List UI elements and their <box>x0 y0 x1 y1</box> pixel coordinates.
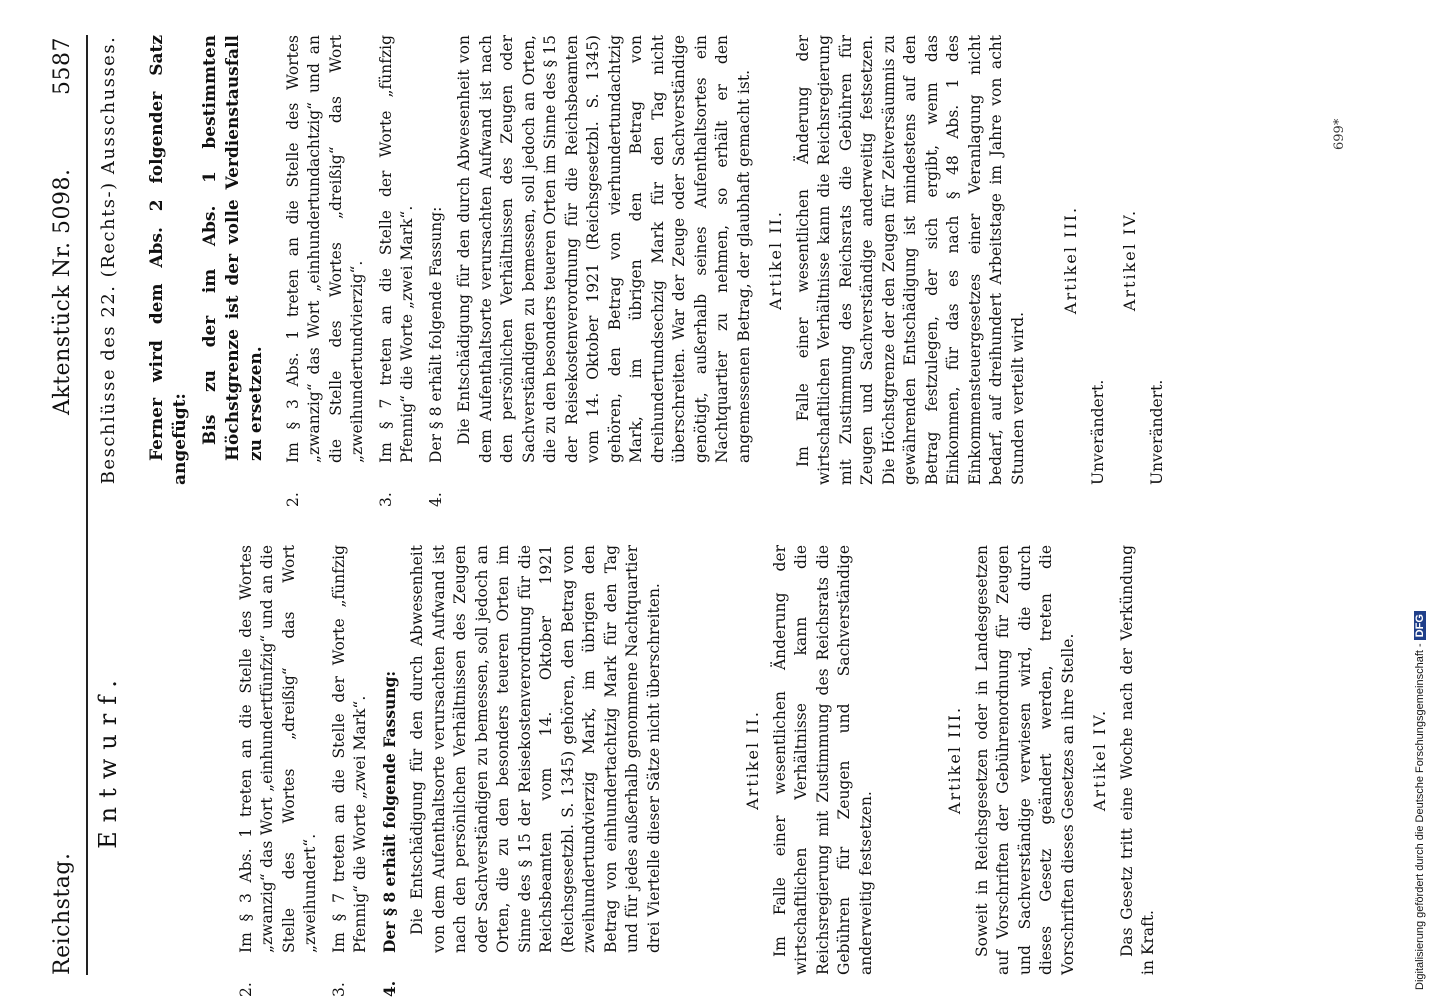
list-item: 3.Im § 7 treten an die Stelle der Worte „fünfzig Pfennig“ die Worte „zwei Mark“. <box>329 545 369 997</box>
right-column <box>98 35 1175 507</box>
article-heading: Artikel IV. <box>1120 208 1139 312</box>
list-item: 2.Im § 3 Abs. 1 treten an die Stelle des Wortes „zwanzig“ das Wort „einhundertundachtzig“ und an die Stelle des Wortes „dreißig“ das Wort „zweihundertundvierzig“. <box>283 35 366 507</box>
page-number: 5587 <box>50 37 75 95</box>
article-heading: Artikel III. <box>1061 205 1080 315</box>
paragraph-8: Die Entschädigung für den durch Abwesenheit von dem Aufenthaltsorte verursachten Aufwand ist nach den persönlichen Verhältnissen des Zeugen oder Sachverständigen zu bemessen, soll jedoch an Orten, die zu den besonders teueren Orten im Sinne des § 15 der Reisekostenverordnung für die Reichsbeamten vom 14. Oktober 1921 (Reichsgesetzbl. S. 1345) gehören, den Betrag von vierhundertundachtzig Mark, im übrigen den Betrag von dreihundertundsechzig Mark für den Tag nicht überschreiten. War der Zeuge oder Sachverständige genötigt, außerhalb seines Aufenthaltsortes ein Nachtquartier zu nehmen, so erhält er den angemessenen Betrag, der glaubhaft gemacht ist. <box>455 35 753 463</box>
article-text: Unverändert. <box>1088 379 1107 485</box>
quote-text: Bis zu der im Abs. 1 bestimmten Höchstgrenze ist der volle Verdienstausfall zu ersetzen. <box>199 35 266 461</box>
rotated-sheet <box>50 15 1380 997</box>
dfg-logo: DFG <box>1414 611 1426 640</box>
entwurf-title: Entwurf. <box>94 671 122 849</box>
intro-text: Ferner wird dem Abs. 2 folgender Satz angefügt: <box>146 35 190 485</box>
header-rule <box>86 35 88 975</box>
list-item: 4.Der § 8 erhält folgende Fassung: <box>379 670 399 997</box>
paragraph-8: Die Entschädigung für den durch Abwesenheit von dem Aufenthaltsorte verursachten Aufwand ist nach den persönlichen Verhältnissen des Zeugen oder Sachverständigen zu bemessen, soll jedoch an Orten, die zu den besonders teueren Orten im Sinne des § 15 der Reisekostenverordnung für die Reichsbeamten vom 14. Oktober 1921 (Reichsgesetzbl. S. 1345) gehören, den Betrag von zweihundertundvierzig Mark, im übrigen den Betrag von einhundertachtzig Mark für den Tag und für jedes außerhalb genommene Nachtquartier drei Viertelle dieser Sätze nicht überschreiten. <box>408 545 663 953</box>
article-text: Im Falle einer wesentlichen Änderung der wirtschaftlichen Verhältnisse kann die Reichsregierung mit Zustimmung des Reichsrats die Gebühren für Zeugen und Sachverständige anderweitig festsetzen. Die Höchstgrenze der den Zeugen für Zeitversäumnis zu gewährenden Entschädigung ist mindestens auf den Betrag festzulegen, der sich ergibt, wenn das Einkommen, für das es nach § 48 Abs. 1 des Einkommensteuergesetzes einer Veranlagung nicht bedarf, auf dreihundert Arbeitstage im Jahre von acht Stunden verteilt wird. <box>793 35 1027 485</box>
list-item: 3.Im § 7 treten an die Stelle der Worte „fünfzig Pfennig“ die Worte „zwei Mark“. <box>376 35 416 507</box>
article-text: Unverändert. <box>1147 379 1166 485</box>
article-heading: Artikel III. <box>945 705 964 815</box>
article-text: Soweit in Reichsgesetzen oder in Landesgesetzen auf Vorschriften der Gebührenordnung für Zeugen und Sachverständige verwiesen wird, die durch dieses Gesetz geändert werden, treten die Vorschriften dieses Gesetzes an ihre Stelle. <box>972 545 1077 975</box>
page-mark: 699* <box>1332 118 1347 150</box>
article-heading: Artikel IV. <box>1090 708 1109 812</box>
left-column <box>94 545 1167 997</box>
article-text: Im Falle einer wesentlichen Änderung der wirtschaftlichen Verhältnisse kann die Reichsregierung mit Zustimmung des Reichsrats die Gebühren für Zeugen und Sachverständige anderweitig festsetzen. <box>770 545 875 975</box>
article-text: Das Gesetz tritt eine Woche nach der Verkündung in Kraft. <box>1117 545 1157 975</box>
article-heading: Artikel II. <box>766 210 785 310</box>
list-item: 4.Der § 8 erhält folgende Fassung: <box>426 206 445 507</box>
header-center: Aktenstück Nr. 5098. <box>50 168 75 415</box>
article-heading: Artikel II. <box>743 710 762 810</box>
list-item: 2.Im § 3 Abs. 1 treten an die Stelle des Wortes „zwanzig“ das Wort „einhundertfünfzig“ und an die Stelle des Wortes „dreißig“ das Wort „zweihundert“. <box>236 545 319 997</box>
header-left: Reichstag. <box>50 852 75 975</box>
digitization-note: Digitalisierung gefördert durch die Deutsche Forschungsgemeinschaft -DFG <box>1414 611 1426 990</box>
beschluesse-title: Beschlüsse des 22. (Rechts-) Ausschusses. <box>98 35 119 485</box>
